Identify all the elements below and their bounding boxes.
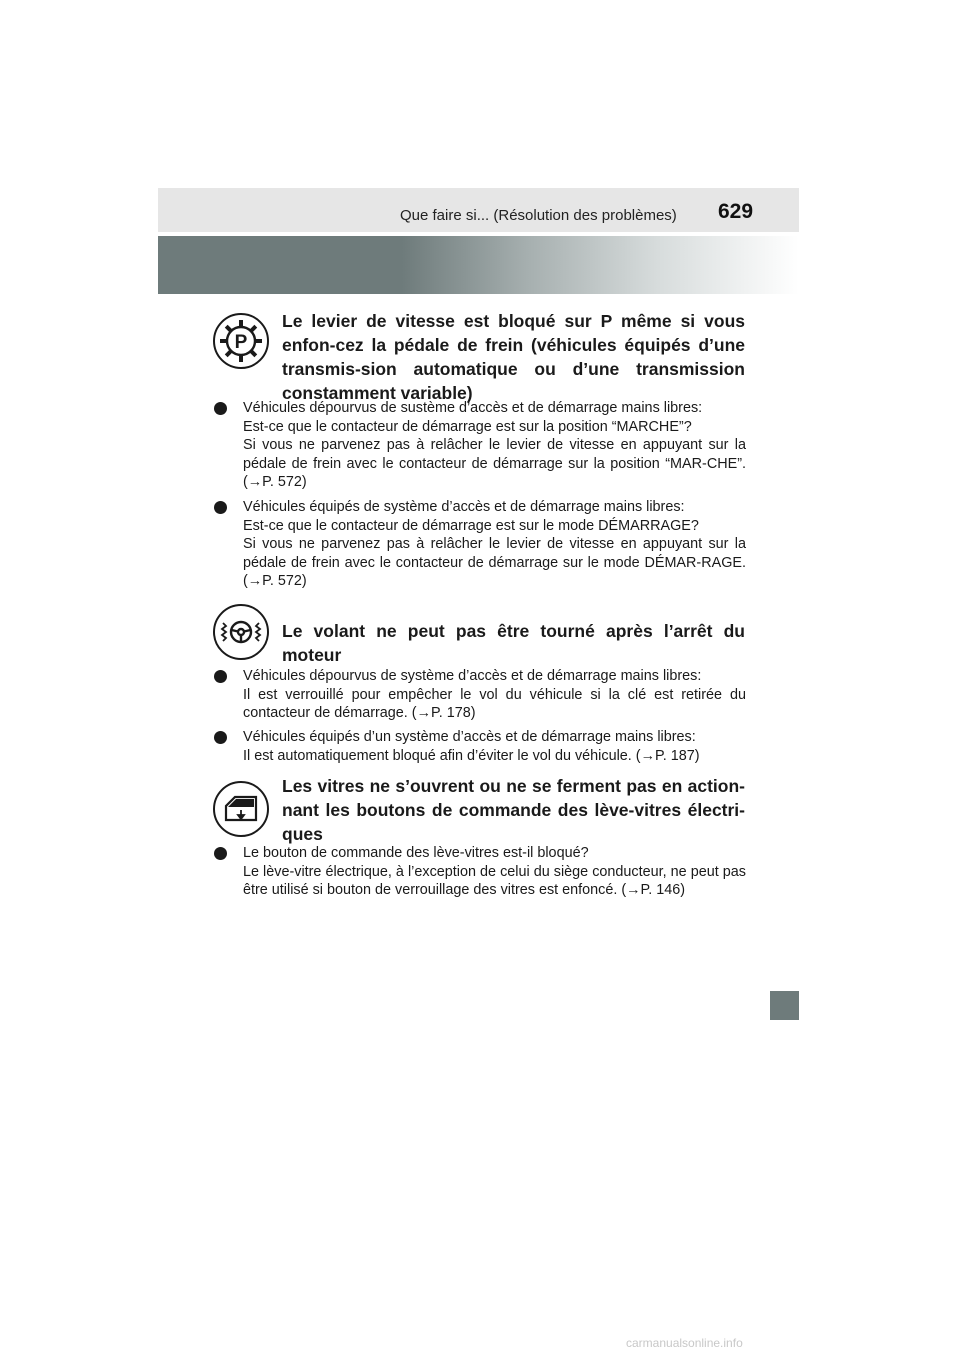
chapter-tab xyxy=(770,991,799,1020)
bullet-text: Si vous ne parvenez pas à relâcher le levier de vitesse en appuyant sur la pédale de frein avec le contacteur de démarrage sur le mode DÉMAR-RAGE. (→P. 572) xyxy=(243,536,746,589)
page-number: 629 xyxy=(718,200,754,223)
bullet-text: Il est verrouillé pour empêcher le vol du véhicule si la clé est retirée du contacteur de démarrage. (→P. 178) xyxy=(243,686,746,721)
bullet-text: Véhicules équipés d’un système d’accès et de démarrage mains libres: xyxy=(243,729,696,745)
bullet-text: Véhicules équipés de système d’accès et de démarrage mains libres: xyxy=(243,499,685,515)
bullet-icon xyxy=(214,670,227,683)
section-title: Que faire si... (Résolution des problèmes) xyxy=(400,207,677,224)
park-gear-icon xyxy=(213,313,269,369)
bullet-text: Il est automatiquement bloqué afin d’éviter le vol du véhicule. (→P. 187) xyxy=(243,747,700,764)
section-heading-steering-lock: Le volant ne peut pas être tourné après l’arrêt du moteur xyxy=(282,621,745,665)
bullet-icon xyxy=(214,847,227,860)
section-heading-park-lock: Le levier de vitesse est bloqué sur P même si vous enfon-cez la pédale de frein (véhicules équipés d’une transmis-sion automatique ou d’une transmission constamment variable) xyxy=(282,311,745,403)
svg-text:P: P xyxy=(234,332,248,353)
bullet-text: Véhicules dépourvus de sustème d’accès et de démarrage mains libres: xyxy=(243,400,703,416)
bullet-icon xyxy=(214,402,227,415)
steering-wheel-icon xyxy=(213,604,269,660)
bullet-icon xyxy=(214,731,227,744)
chapter-band xyxy=(158,236,799,294)
bullet-icon xyxy=(214,501,227,514)
list-item xyxy=(214,667,746,723)
bullet-text: Le lève-vitre électrique, à l’exception de celui du siège conducteur, ne peut pas être utilisé si bouton de verrouillage des vitres est enfoncé. (→P. 146) xyxy=(243,863,746,898)
section-heading-power-windows: Les vitres ne s’ouvrent ou ne se ferment pas en action-nant les boutons de commande des lève-vitres électri-ques xyxy=(282,776,745,844)
bullet-text: Le bouton de commande des lève-vitres est-il bloqué? xyxy=(243,845,589,861)
bullet-text: Si vous ne parvenez pas à relâcher le levier de vitesse en appuyant sur la pédale de frein avec le contacteur de démarrage sur la position “MAR-CHE”. (→P. 572) xyxy=(243,437,746,490)
power-window-icon xyxy=(213,781,269,837)
list-item xyxy=(214,844,746,900)
bullet-text: Véhicules dépourvus de système d’accès et de démarrage mains libres: xyxy=(243,668,702,684)
list-item xyxy=(214,728,746,765)
bullet-text: Est-ce que le contacteur de démarrage est sur le mode DÉMARRAGE? xyxy=(243,517,699,534)
watermark: carmanualsonline.info xyxy=(626,1336,743,1350)
bullet-text: Est-ce que le contacteur de démarrage est sur la position “MARCHE”? xyxy=(243,418,692,435)
list-item xyxy=(214,498,746,591)
list-item xyxy=(214,399,746,492)
